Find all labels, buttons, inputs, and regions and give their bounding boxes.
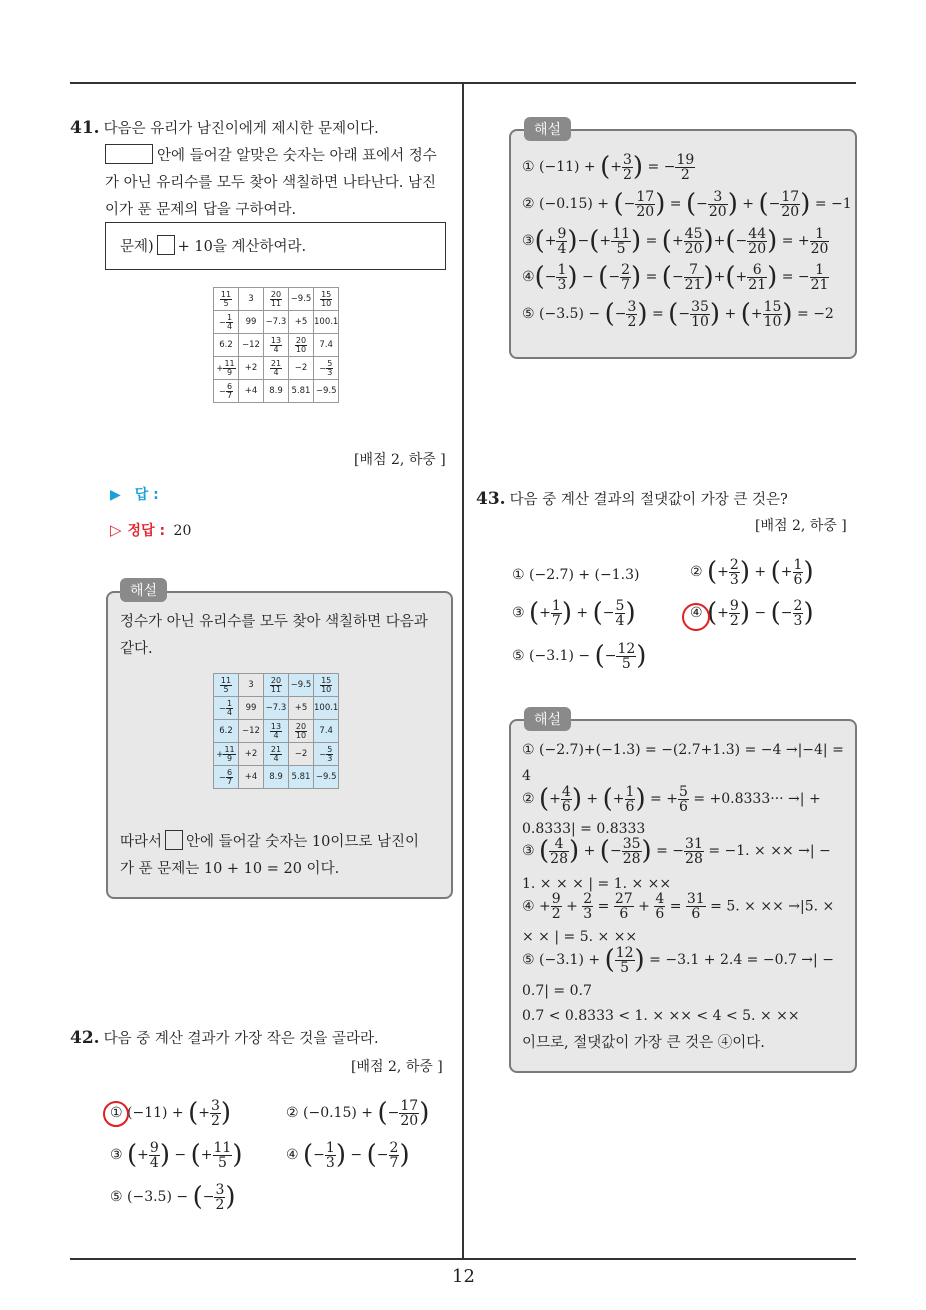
q43-expl-l5: ③ ( $\frac{4}{28}$ ) + (− $\frac{35}{28}$ ) = − $\frac{31}{28}$ = −1. × ×× →| − [522, 835, 831, 867]
grid-row [214, 697, 339, 720]
q42-option-3[interactable]: ③ (+ $\frac{9}{4}$ ) − (+ $\frac{11}{5}$ ) [110, 1139, 243, 1171]
grid-cell: 7.4 [314, 334, 339, 357]
grid-cell: $\frac{13}{4}$ [264, 334, 289, 357]
q41-question [70, 115, 455, 224]
grid-cell: 5.81 [289, 766, 314, 789]
q43-opt5-text: ⑤ (−3.1) − [512, 648, 591, 664]
q42-expl-line3: ③(+ $\frac{9}{4}$ )−(+ $\frac{11}{5}$ ) = (+ $\frac{45}{20}$ )+(− $\frac{44}{20}$ ) = + $\frac{1}{20}$ [522, 225, 829, 257]
grid-row [214, 720, 339, 743]
grid-cell: $\frac{20}{10}$ [289, 334, 314, 357]
correct-value: 20 [173, 523, 192, 539]
grid-cell: $\frac{21}{4}$ [264, 743, 289, 766]
q43-option-2[interactable]: ② (+ $\frac{2}{3}$ ) + (+ $\frac{1}{6}$ ) [690, 556, 814, 588]
q43-expl-l3b: = +0.8333··· →| + [693, 791, 821, 807]
grid-cell: − $\frac{5}{3}$ [314, 357, 339, 380]
q43-expl-l2: 4 [522, 768, 531, 784]
q43-question [476, 486, 788, 514]
q41-expl-line4: 가 푼 문제는 10 + 10 = 20 이다. [120, 861, 340, 877]
grid-cell: 8.9 [264, 380, 289, 403]
q42-option-1[interactable]: ① (−11) + (+ $\frac{3}{2}$ ) [110, 1097, 232, 1129]
q41-expl-line1: 정수가 아닌 유리수를 모두 찾아 색칠하면 다음과 [120, 614, 428, 630]
grid-cell: +5 [289, 311, 314, 334]
q42-opt5-text: ⑤ (−3.5) − [110, 1189, 189, 1205]
grid-cell: −9.5 [314, 380, 339, 403]
q42-e1-text: ① (−11) + [522, 159, 596, 175]
q43-expl-l7b: = 5. × ×× →|5. × [710, 898, 835, 915]
column-divider [462, 83, 464, 1259]
q43-opt3-text: ③ [512, 605, 525, 621]
grid-cell: 100.1 [314, 697, 339, 720]
grid-row [214, 743, 339, 766]
grid-cell: 8.9 [264, 766, 289, 789]
q42-question [70, 1025, 379, 1053]
play-icon: ▶ [110, 487, 121, 503]
grid-row [214, 334, 339, 357]
grid-row [214, 311, 339, 334]
q43-text: 다음 중 계산 결과의 절댓값이 가장 큰 것은? [509, 492, 788, 508]
q43-expl-l12: 이므로, 절댓값이 가장 큰 것은 ④이다. [522, 1035, 765, 1051]
q42-score: [배점 2, 하중 ] [351, 1059, 443, 1075]
correct-row [110, 520, 191, 540]
q42-e3-text: ③ [522, 233, 535, 249]
q42-opt1-text: ① (−11) + [110, 1105, 184, 1121]
selected-circle-q43 [682, 603, 710, 631]
grid-cell: 6.2 [214, 720, 239, 743]
grid-row [214, 288, 339, 311]
q42-opt2-text: ② (−0.15) + [286, 1105, 374, 1121]
grid-cell: − $\frac{5}{3}$ [314, 743, 339, 766]
grid-cell: −12 [239, 334, 264, 357]
q41-expl-text2 [120, 829, 419, 883]
grid-cell: −12 [239, 720, 264, 743]
q42-number: 42. [70, 1028, 100, 1048]
q41-expl-text1 [120, 609, 428, 663]
q41-line3: 가 아닌 유리수를 모두 찾아 색칠하면 나타난다. 남진 [105, 175, 437, 191]
page-number: 12 [452, 1266, 475, 1287]
correct-label: 정답 : [127, 523, 166, 539]
grid-row [214, 380, 339, 403]
q43-expl-l10: 0.7| = 0.7 [522, 983, 592, 999]
q42-e5-text: ⑤ (−3.5) − [522, 306, 601, 322]
q43-option-5[interactable]: ⑤ (−3.1) − (− $\frac{12}{5}$ ) [512, 640, 647, 672]
grid-cell: 5.81 [289, 380, 314, 403]
q41-line2: 안에 들어갈 알맞은 숫자는 아래 표에서 정수 [157, 148, 437, 164]
grid-cell: 6.2 [214, 334, 239, 357]
q41-expl-line2: 같다. [120, 641, 153, 657]
problem-prefix: 문제) [120, 239, 154, 255]
grid-cell: $\frac{11}{5}$ [214, 288, 239, 311]
q41-expl-line3a: 따라서 [120, 834, 163, 850]
q43-expl-l9b: = −3.1 + 2.4 = −0.7 →| − [649, 952, 834, 968]
bottom-rule [70, 1258, 856, 1260]
number-grid [213, 287, 339, 403]
q41-explanation-tag: 해설 [120, 578, 167, 602]
grid-cell: −7.3 [264, 697, 289, 720]
q43-option-1[interactable] [512, 567, 639, 583]
q43-expl-l8: × × | = 5. × ×× [522, 929, 638, 945]
q42-option-2[interactable]: ② (−0.15) + (− $\frac{17}{20}$ ) [286, 1097, 430, 1129]
grid-cell: − $\frac{6}{7}$ [214, 766, 239, 789]
q42-e2-text: ② (−0.15) + [522, 196, 610, 212]
grid-cell: $\frac{13}{4}$ [264, 720, 289, 743]
q41-number: 41. [70, 118, 100, 138]
square-blank-2 [165, 830, 183, 850]
q43-expl-l7: ④ + $\frac{9}{2}$ + $\frac{2}{3}$ = $\frac{27}{6}$ + $\frac{4}{6}$ = $\frac{31}{6}$ = 5. × ×× →|5. × [522, 891, 835, 922]
grid-cell: + $\frac{11}{9}$ [214, 743, 239, 766]
grid-cell: +5 [289, 697, 314, 720]
q43-score: [배점 2, 하중 ] [755, 518, 847, 534]
q43-opt2-text: ② [690, 564, 703, 580]
grid-cell: $\frac{11}{5}$ [214, 674, 239, 697]
q43-expl-l6: 1. × × × | = 1. × ×× [522, 876, 672, 892]
grid-cell: 3 [239, 288, 264, 311]
answer-row [110, 484, 159, 504]
grid-cell: $\frac{15}{10}$ [314, 674, 339, 697]
square-blank [157, 235, 175, 255]
q43-option-3[interactable]: ③ (+ $\frac{1}{7}$ ) + (− $\frac{5}{4}$ ) [512, 597, 636, 629]
q43-opt4-text: ④ [690, 605, 703, 621]
q43-expl-l4: 0.8333| = 0.8333 [522, 821, 646, 837]
grid-cell: −7.3 [264, 311, 289, 334]
grid-cell: 3 [239, 674, 264, 697]
grid-cell: − $\frac{6}{7}$ [214, 380, 239, 403]
q43-number: 43. [476, 489, 506, 509]
grid-cell: 99 [239, 311, 264, 334]
grid-cell: −2 [289, 743, 314, 766]
highlighted-grid [213, 673, 339, 789]
outline-play-icon: ▷ [110, 521, 122, 539]
q43-option-4[interactable]: ④ (+ $\frac{9}{2}$ ) − (− $\frac{2}{3}$ ) [690, 597, 814, 629]
q43-expl-l9: ⑤ (−3.1) + ( $\frac{12}{5}$ ) = −3.1 + 2.4 = −0.7 →| − [522, 944, 834, 976]
answer-label: 답 : [134, 487, 159, 503]
grid-cell: −9.5 [289, 288, 314, 311]
selected-circle-q42 [103, 1101, 129, 1127]
q41-expl-line3b: 안에 들어갈 숫자는 10이므로 남진이 [186, 834, 420, 850]
grid-row [214, 674, 339, 697]
grid-cell: $\frac{20}{11}$ [264, 674, 289, 697]
grid-cell: 100.1 [314, 311, 339, 334]
problem-suffix: + 10을 계산하여라. [177, 239, 307, 255]
q42-explanation-tag: 해설 [524, 117, 571, 141]
q43-expl-l1: ① (−2.7)+(−1.3) = −(2.7+1.3) = −4 →|−4| = [522, 742, 844, 758]
q42-expl-line4: ④(− $\frac{1}{3}$ ) − (− $\frac{2}{7}$ ) = (− $\frac{7}{21}$ )+(+ $\frac{6}{21}$ ) = − $\frac{1}{21}$ [522, 261, 829, 293]
grid-cell: −9.5 [314, 766, 339, 789]
grid-cell: $\frac{20}{11}$ [264, 288, 289, 311]
q42-expl-line2: ② (−0.15) + (− $\frac{17}{20}$ ) = (− $\frac{3}{20}$ ) + (− $\frac{17}{20}$ ) = −1 [522, 188, 852, 220]
grid-cell: $\frac{21}{4}$ [264, 357, 289, 380]
grid-cell: −9.5 [289, 674, 314, 697]
q42-e4-text: ④ [522, 269, 535, 285]
q42-expl-line5: ⑤ (−3.5) − (− $\frac{3}{2}$ ) = (− $\frac{35}{10}$ ) + (+ $\frac{15}{10}$ ) = −2 [522, 298, 834, 330]
grid-cell: +4 [239, 766, 264, 789]
grid-cell: −2 [289, 357, 314, 380]
q42-expl-line1: ① (−11) + (+ $\frac{3}{2}$ ) = − $\frac{19}{2}$ [522, 151, 695, 183]
grid-cell: $\frac{20}{10}$ [289, 720, 314, 743]
grid-cell: + $\frac{11}{9}$ [214, 357, 239, 380]
q42-opt3-text: ③ [110, 1147, 123, 1163]
q43-expl-l3: ② (+ $\frac{4}{6}$ ) + (+ $\frac{1}{6}$ ) = + $\frac{5}{6}$ = +0.8333··· →| + [522, 783, 821, 815]
q42-option-5[interactable]: ⑤ (−3.5) − (− $\frac{3}{2}$ ) [110, 1181, 236, 1213]
q41-line1: 다음은 유리가 남진이에게 제시한 문제이다. [103, 121, 379, 137]
grid-cell: $\frac{15}{10}$ [314, 288, 339, 311]
problem-box [105, 222, 446, 270]
grid-cell: − $\frac{1}{4}$ [214, 697, 239, 720]
q41-score: [배점 2, 하중 ] [354, 452, 446, 468]
grid-cell: +4 [239, 380, 264, 403]
blank-box [105, 144, 153, 164]
q42-opt4-text: ④ [286, 1147, 299, 1163]
q43-expl-l5b: = −1. × ×× →| − [708, 843, 831, 859]
q43-opt1-text: ① (−2.7) + (−1.3) [512, 567, 640, 583]
q42-option-4[interactable]: ④ (− $\frac{1}{3}$ ) − (− $\frac{2}{7}$ ) [286, 1139, 410, 1171]
grid-cell: +2 [239, 357, 264, 380]
grid-row [214, 357, 339, 380]
grid-cell: +2 [239, 743, 264, 766]
q42-text: 다음 중 계산 결과가 가장 작은 것을 골라라. [103, 1031, 379, 1047]
q43-expl-l11: 0.7 < 0.8333 < 1. × ×× < 4 < 5. × ×× [522, 1008, 800, 1024]
grid-cell: − $\frac{1}{4}$ [214, 311, 239, 334]
grid-cell: 7.4 [314, 720, 339, 743]
q41-line4: 이가 푼 문제의 답을 구하여라. [105, 202, 297, 218]
grid-row [214, 766, 339, 789]
grid-cell: 99 [239, 697, 264, 720]
q43-explanation-tag: 해설 [524, 707, 571, 731]
